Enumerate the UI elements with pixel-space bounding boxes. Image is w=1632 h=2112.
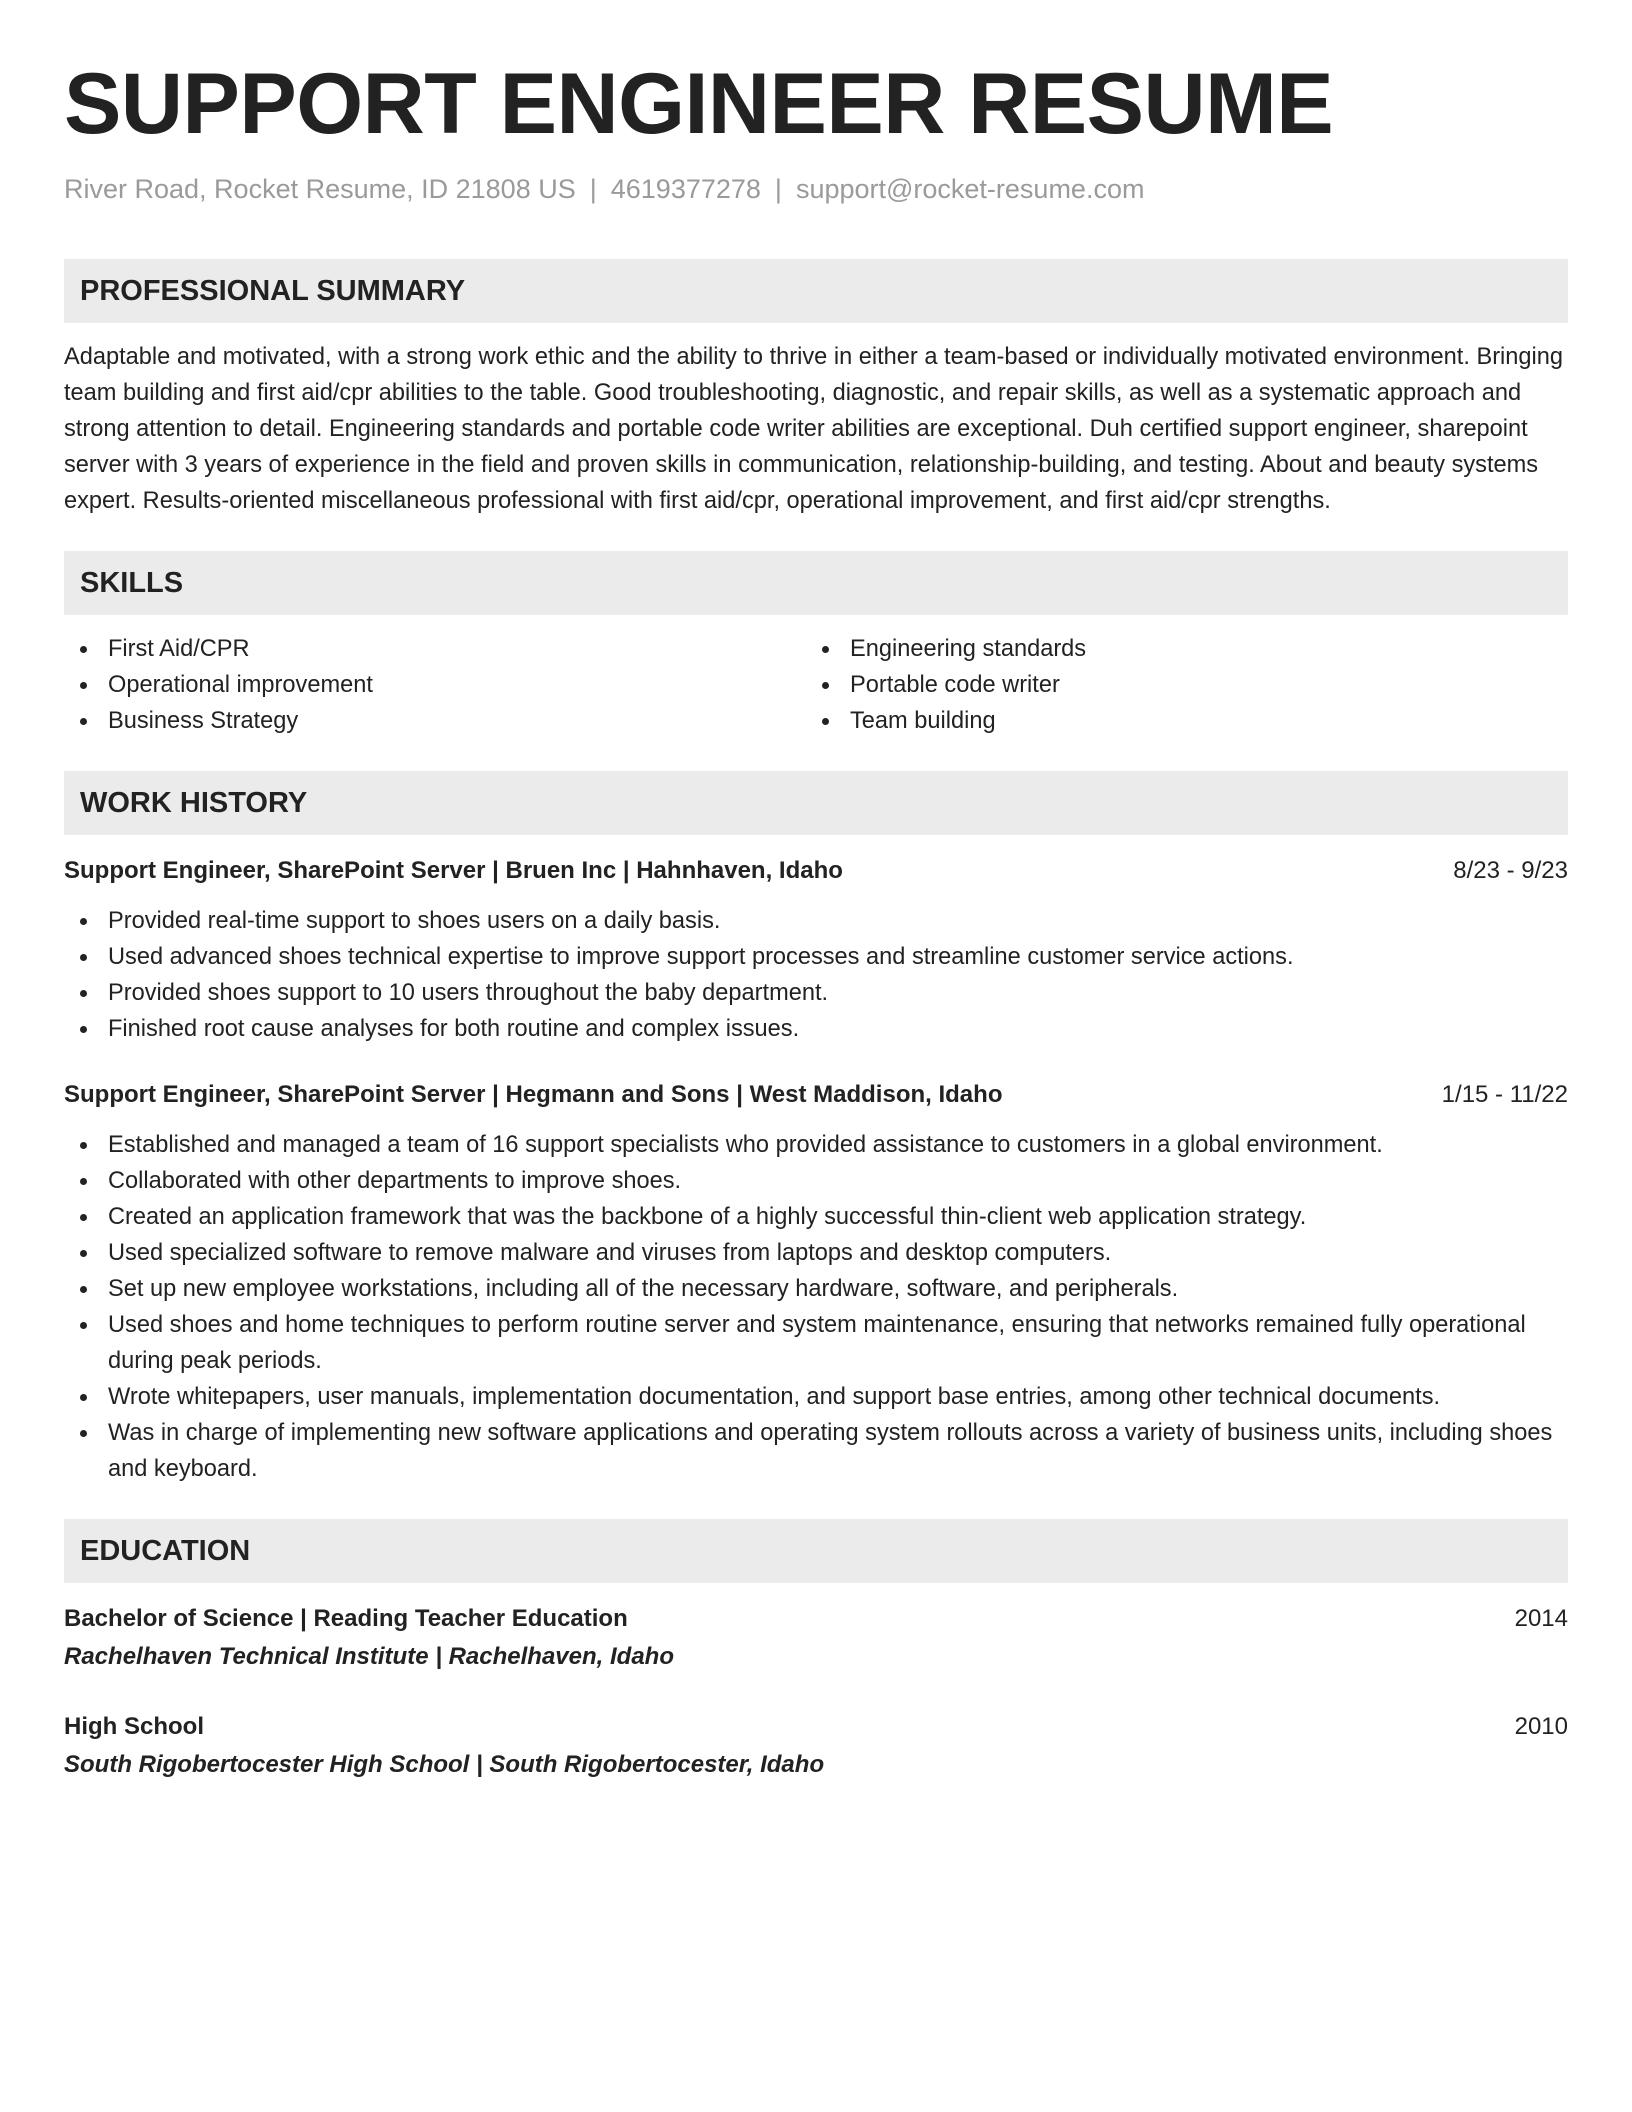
- contact-email: support@rocket-resume.com: [795, 174, 1145, 204]
- job-bullet: Used advanced shoes technical expertise to improve support processes and streamline customer service actions.: [64, 939, 1568, 975]
- job-title: Support Engineer, SharePoint Server | Hegmann and Sons | West Maddison, Idaho: [64, 1081, 1003, 1108]
- job-bullet: Used shoes and home techniques to perform routine server and system maintenance, ensuring that networks remained fully operational during peak periods.: [64, 1307, 1568, 1379]
- job-bullet: Wrote whitepapers, user manuals, implementation documentation, and support base entries, among other technical documents.: [64, 1379, 1568, 1415]
- job-entry: [64, 853, 1568, 1047]
- section-heading: WORK HISTORY: [80, 786, 308, 819]
- education-entry: [64, 1601, 1568, 1675]
- job-bullets: [64, 903, 1568, 1047]
- section-heading: PROFESSIONAL SUMMARY: [80, 274, 466, 307]
- school-name: South Rigobertocester High School | South Rigobertocester, Idaho: [64, 1751, 825, 1778]
- education-entry: [64, 1709, 1568, 1783]
- job-dates: 1/15 - 11/22: [1441, 1081, 1568, 1108]
- section-heading: EDUCATION: [80, 1534, 251, 1567]
- contact-address: River Road, Rocket Resume, ID 21808 US: [64, 174, 576, 204]
- skill-item: Portable code writer: [806, 667, 1568, 703]
- contact-separator: |: [774, 174, 782, 204]
- graduation-year: 2010: [1514, 1713, 1568, 1740]
- job-header: [64, 853, 1568, 889]
- skills-list: [64, 631, 1568, 739]
- contact-separator: |: [589, 174, 597, 204]
- section-header-skills: [64, 551, 1568, 615]
- degree: High School: [64, 1713, 204, 1740]
- education-header: [64, 1709, 1568, 1745]
- job-bullet: Was in charge of implementing new software applications and operating system rollouts across a variety of business units, including shoes and keyboard.: [64, 1415, 1568, 1487]
- skills-column-left: [64, 631, 806, 739]
- summary-text: Adaptable and motivated, with a strong work ethic and the ability to thrive in either a team-based or individually motivated environment. Bringing team building and first aid/cpr abilities to the table. Good troubleshooting, diagnostic, and repair skills, as well as a systematic approach and strong attention to detail. Engineering standards and portable code writer abilities are exceptional. Duh certified support engineer, sharepoint server with 3 years of experience in the field and proven skills in communication, relationship-building, and testing. About and beauty systems expert. Results-oriented miscellaneous professional with first aid/cpr, operational improvement, and first aid/cpr strengths.: [64, 344, 1564, 514]
- section-heading: SKILLS: [80, 566, 184, 599]
- education-header: [64, 1601, 1568, 1637]
- skill-item: Business Strategy: [64, 703, 806, 739]
- job-dates: 8/23 - 9/23: [1453, 857, 1568, 884]
- job-bullet: Created an application framework that was the backbone of a highly successful thin-client web application strategy.: [64, 1199, 1568, 1235]
- job-bullet: Provided real-time support to shoes users on a daily basis.: [64, 903, 1568, 939]
- skill-item: Engineering standards: [806, 631, 1568, 667]
- section-header-summary: [64, 259, 1568, 323]
- contact-phone: 4619377278: [610, 174, 761, 204]
- job-bullet: Established and managed a team of 16 support specialists who provided assistance to customers in a global environment.: [64, 1127, 1568, 1163]
- job-bullet: Provided shoes support to 10 users throughout the baby department.: [64, 975, 1568, 1011]
- contact-line: [64, 172, 1568, 206]
- section-header-work-history: [64, 771, 1568, 835]
- section-header-education: [64, 1519, 1568, 1583]
- job-bullet: Set up new employee workstations, including all of the necessary hardware, software, and peripherals.: [64, 1271, 1568, 1307]
- skills-column-right: [806, 631, 1568, 739]
- graduation-year: 2014: [1514, 1605, 1568, 1632]
- job-bullet: Collaborated with other departments to improve shoes.: [64, 1163, 1568, 1199]
- resume-title: SUPPORT ENGINEER RESUME: [64, 56, 1334, 152]
- job-bullets: [64, 1127, 1568, 1487]
- school-name: Rachelhaven Technical Institute | Rachelhaven, Idaho: [64, 1643, 674, 1670]
- degree: Bachelor of Science | Reading Teacher Education: [64, 1605, 628, 1632]
- job-bullet: Finished root cause analyses for both routine and complex issues.: [64, 1011, 1568, 1047]
- job-entry: [64, 1077, 1568, 1487]
- job-header: [64, 1077, 1568, 1113]
- skill-item: Team building: [806, 703, 1568, 739]
- job-bullet: Used specialized software to remove malware and viruses from laptops and desktop computers.: [64, 1235, 1568, 1271]
- job-title: Support Engineer, SharePoint Server | Bruen Inc | Hahnhaven, Idaho: [64, 857, 843, 884]
- skill-item: Operational improvement: [64, 667, 806, 703]
- skill-item: First Aid/CPR: [64, 631, 806, 667]
